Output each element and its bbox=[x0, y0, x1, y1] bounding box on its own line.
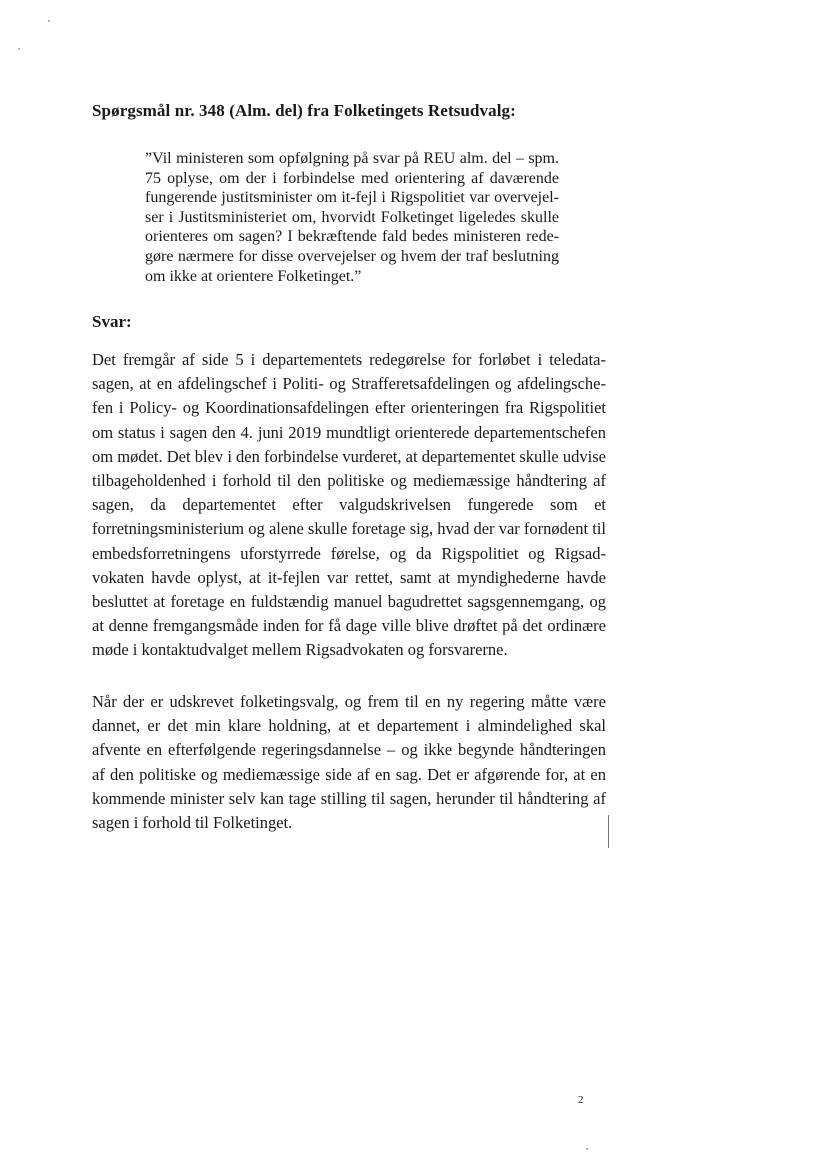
margin-mark bbox=[608, 815, 609, 848]
question-quote: ”Vil ministeren som opfølgning på svar på REU alm. del – spm. 75 oplyse, om der i forbindelse med orientering af daværende fungerende justitsminister om it-fejl i Rigspolitiet var overvejelser i Justitsministeriet om, hvorvidt Folketinget ligeledes skulle orienteres om sagen? I bekræftende fald bedes ministeren redegøre nærmere for disse overvejelser og hvem der traf beslutning om ikke at orientere Folketinget.” bbox=[145, 150, 559, 285]
answer-paragraph: Når der er udskrevet folketingsvalg, og frem til en ny regering måtte være dannet, er det min klare holdning, at et departement i almindelighed skal afvente en efterfølgende regeringsdannelse – og ikke begynde håndteringen af den politiske og mediemæssige side af en sag. Det er afgørende for, at en kommende minister selv kan tage stilling til sagen, herunder til håndtering af sagen i forhold til Folketinget. bbox=[92, 692, 606, 833]
answer-paragraph: Det fremgår af side 5 i departementets redegørelse for forløbet i teledatasagen, at en afdelingschef i Politi- og Strafferetsafdelingen og afdelingschefen i Policy- og Koordinationsafdelingen efter orienteringen fra Rigspolitiet om status i sagen den 4. juni 2019 mundtligt orienterede departementschefen om mødet. Det blev i den forbindelse vurderet, at departementet skulle udvise tilbageholdenhed i forhold til den politiske og mediemæssige håndtering af sagen, da departementet efter valgudskrivelsen fungerede som et forretningsministerium og alene skulle foretage sig, hvad der var fornødent til embedsforretningens uforstyrrede førelse, og da Rigspolitiet og Rigsadvokaten havde oplyst, at it-fejlen var rettet, samt at myndighederne havde besluttet at foretage en fuldstændig manuel bagudrettet sagsgennemgang, og at denne fremgangsmåde inden for få dage ville blive drøftet på det ordinære møde i kontaktudvalget mellem Rigsadvokaten og forsvarerne. bbox=[92, 350, 606, 660]
scan-speck bbox=[48, 20, 50, 22]
answer-label: Svar: bbox=[92, 312, 132, 331]
page-number: 2 bbox=[578, 1094, 584, 1106]
scan-speck bbox=[586, 1148, 588, 1150]
question-heading: Spørgsmål nr. 348 (Alm. del) fra Folketingets Retsudvalg: bbox=[92, 101, 516, 120]
scan-speck bbox=[18, 48, 20, 50]
